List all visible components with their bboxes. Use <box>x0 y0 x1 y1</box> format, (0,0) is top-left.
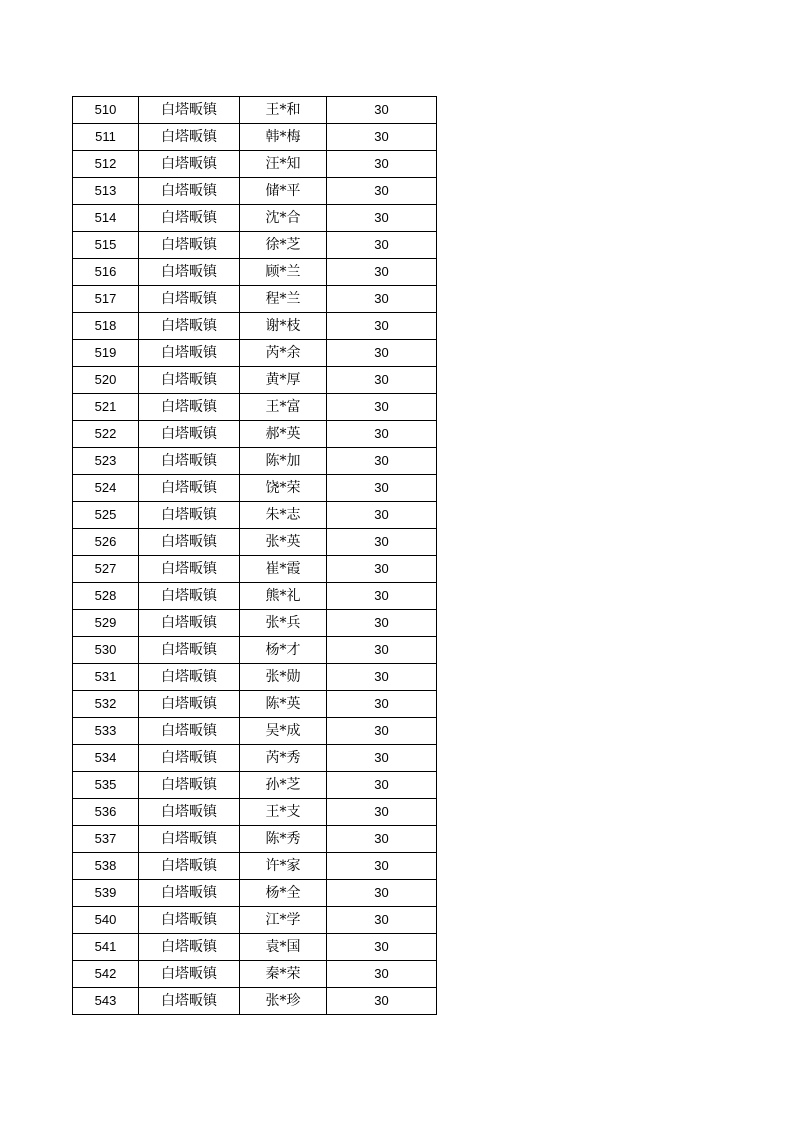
town-cell: 白塔畈镇 <box>139 637 240 664</box>
town-cell: 白塔畈镇 <box>139 502 240 529</box>
row-number-cell: 514 <box>73 205 139 232</box>
table-row <box>73 988 437 1015</box>
amount-cell: 30 <box>327 799 437 826</box>
name-cell: 杨*全 <box>240 880 327 907</box>
town-cell: 白塔畈镇 <box>139 259 240 286</box>
row-number-cell: 529 <box>73 610 139 637</box>
row-number-cell: 527 <box>73 556 139 583</box>
name-cell: 谢*枝 <box>240 313 327 340</box>
amount-cell: 30 <box>327 232 437 259</box>
town-cell: 白塔畈镇 <box>139 286 240 313</box>
name-cell: 陈*加 <box>240 448 327 475</box>
name-cell: 顾*兰 <box>240 259 327 286</box>
table-row <box>73 178 437 205</box>
row-number-cell: 516 <box>73 259 139 286</box>
row-number-cell: 537 <box>73 826 139 853</box>
amount-cell: 30 <box>327 475 437 502</box>
table-row <box>73 799 437 826</box>
row-number-cell: 517 <box>73 286 139 313</box>
amount-cell: 30 <box>327 691 437 718</box>
roster-body <box>73 97 437 1015</box>
amount-cell: 30 <box>327 664 437 691</box>
amount-cell: 30 <box>327 124 437 151</box>
table-row <box>73 934 437 961</box>
row-number-cell: 538 <box>73 853 139 880</box>
row-number-cell: 533 <box>73 718 139 745</box>
row-number-cell: 539 <box>73 880 139 907</box>
amount-cell: 30 <box>327 502 437 529</box>
row-number-cell: 534 <box>73 745 139 772</box>
amount-cell: 30 <box>327 556 437 583</box>
town-cell: 白塔畈镇 <box>139 583 240 610</box>
row-number-cell: 515 <box>73 232 139 259</box>
name-cell: 崔*霞 <box>240 556 327 583</box>
name-cell: 张*珍 <box>240 988 327 1015</box>
name-cell: 吴*成 <box>240 718 327 745</box>
table-row <box>73 556 437 583</box>
town-cell: 白塔畈镇 <box>139 421 240 448</box>
name-cell: 朱*志 <box>240 502 327 529</box>
name-cell: 郝*英 <box>240 421 327 448</box>
row-number-cell: 523 <box>73 448 139 475</box>
town-cell: 白塔畈镇 <box>139 367 240 394</box>
row-number-cell: 530 <box>73 637 139 664</box>
table-row <box>73 340 437 367</box>
amount-cell: 30 <box>327 745 437 772</box>
town-cell: 白塔畈镇 <box>139 448 240 475</box>
name-cell: 孙*芝 <box>240 772 327 799</box>
table-row <box>73 664 437 691</box>
town-cell: 白塔畈镇 <box>139 313 240 340</box>
amount-cell: 30 <box>327 772 437 799</box>
table-row <box>73 502 437 529</box>
town-cell: 白塔畈镇 <box>139 178 240 205</box>
table-row <box>73 610 437 637</box>
name-cell: 王*富 <box>240 394 327 421</box>
table-row <box>73 961 437 988</box>
town-cell: 白塔畈镇 <box>139 907 240 934</box>
name-cell: 秦*荣 <box>240 961 327 988</box>
name-cell: 袁*国 <box>240 934 327 961</box>
table-row <box>73 97 437 124</box>
name-cell: 程*兰 <box>240 286 327 313</box>
town-cell: 白塔畈镇 <box>139 529 240 556</box>
name-cell: 许*家 <box>240 853 327 880</box>
amount-cell: 30 <box>327 853 437 880</box>
town-cell: 白塔畈镇 <box>139 340 240 367</box>
row-number-cell: 511 <box>73 124 139 151</box>
table-row <box>73 313 437 340</box>
amount-cell: 30 <box>327 934 437 961</box>
amount-cell: 30 <box>327 583 437 610</box>
amount-cell: 30 <box>327 340 437 367</box>
row-number-cell: 541 <box>73 934 139 961</box>
town-cell: 白塔畈镇 <box>139 826 240 853</box>
amount-cell: 30 <box>327 610 437 637</box>
name-cell: 汪*知 <box>240 151 327 178</box>
name-cell: 芮*余 <box>240 340 327 367</box>
town-cell: 白塔畈镇 <box>139 772 240 799</box>
table-row <box>73 205 437 232</box>
row-number-cell: 519 <box>73 340 139 367</box>
row-number-cell: 525 <box>73 502 139 529</box>
name-cell: 芮*秀 <box>240 745 327 772</box>
town-cell: 白塔畈镇 <box>139 745 240 772</box>
row-number-cell: 543 <box>73 988 139 1015</box>
table-row <box>73 367 437 394</box>
town-cell: 白塔畈镇 <box>139 664 240 691</box>
amount-cell: 30 <box>327 988 437 1015</box>
row-number-cell: 536 <box>73 799 139 826</box>
name-cell: 沈*合 <box>240 205 327 232</box>
amount-cell: 30 <box>327 259 437 286</box>
town-cell: 白塔畈镇 <box>139 988 240 1015</box>
table-row <box>73 826 437 853</box>
amount-cell: 30 <box>327 151 437 178</box>
table-row <box>73 475 437 502</box>
town-cell: 白塔畈镇 <box>139 718 240 745</box>
amount-cell: 30 <box>327 907 437 934</box>
name-cell: 王*和 <box>240 97 327 124</box>
table-row <box>73 880 437 907</box>
town-cell: 白塔畈镇 <box>139 205 240 232</box>
name-cell: 饶*荣 <box>240 475 327 502</box>
town-cell: 白塔畈镇 <box>139 610 240 637</box>
town-cell: 白塔畈镇 <box>139 232 240 259</box>
row-number-cell: 510 <box>73 97 139 124</box>
town-cell: 白塔畈镇 <box>139 151 240 178</box>
amount-cell: 30 <box>327 367 437 394</box>
name-cell: 熊*礼 <box>240 583 327 610</box>
table-row <box>73 529 437 556</box>
amount-cell: 30 <box>327 448 437 475</box>
row-number-cell: 524 <box>73 475 139 502</box>
amount-cell: 30 <box>327 880 437 907</box>
amount-cell: 30 <box>327 394 437 421</box>
row-number-cell: 522 <box>73 421 139 448</box>
table-row <box>73 718 437 745</box>
amount-cell: 30 <box>327 178 437 205</box>
town-cell: 白塔畈镇 <box>139 961 240 988</box>
town-cell: 白塔畈镇 <box>139 853 240 880</box>
table-row <box>73 745 437 772</box>
table-row <box>73 151 437 178</box>
amount-cell: 30 <box>327 529 437 556</box>
table-row <box>73 124 437 151</box>
name-cell: 张*勋 <box>240 664 327 691</box>
name-cell: 黄*厚 <box>240 367 327 394</box>
name-cell: 陈*秀 <box>240 826 327 853</box>
table-row <box>73 691 437 718</box>
town-cell: 白塔畈镇 <box>139 691 240 718</box>
town-cell: 白塔畈镇 <box>139 880 240 907</box>
name-cell: 王*支 <box>240 799 327 826</box>
town-cell: 白塔畈镇 <box>139 934 240 961</box>
amount-cell: 30 <box>327 826 437 853</box>
amount-cell: 30 <box>327 718 437 745</box>
amount-cell: 30 <box>327 97 437 124</box>
name-cell: 杨*才 <box>240 637 327 664</box>
town-cell: 白塔畈镇 <box>139 394 240 421</box>
name-cell: 江*学 <box>240 907 327 934</box>
row-number-cell: 540 <box>73 907 139 934</box>
name-cell: 陈*英 <box>240 691 327 718</box>
amount-cell: 30 <box>327 421 437 448</box>
table-row <box>73 637 437 664</box>
name-cell: 徐*芝 <box>240 232 327 259</box>
table-row <box>73 448 437 475</box>
amount-cell: 30 <box>327 313 437 340</box>
table-row <box>73 583 437 610</box>
row-number-cell: 542 <box>73 961 139 988</box>
table-row <box>73 421 437 448</box>
town-cell: 白塔畈镇 <box>139 799 240 826</box>
table-row <box>73 286 437 313</box>
amount-cell: 30 <box>327 637 437 664</box>
amount-cell: 30 <box>327 961 437 988</box>
name-cell: 韩*梅 <box>240 124 327 151</box>
table-row <box>73 259 437 286</box>
amount-cell: 30 <box>327 205 437 232</box>
row-number-cell: 520 <box>73 367 139 394</box>
row-number-cell: 535 <box>73 772 139 799</box>
table-row <box>73 394 437 421</box>
table-row <box>73 853 437 880</box>
town-cell: 白塔畈镇 <box>139 97 240 124</box>
row-number-cell: 528 <box>73 583 139 610</box>
name-cell: 张*兵 <box>240 610 327 637</box>
row-number-cell: 518 <box>73 313 139 340</box>
amount-cell: 30 <box>327 286 437 313</box>
row-number-cell: 531 <box>73 664 139 691</box>
row-number-cell: 512 <box>73 151 139 178</box>
row-number-cell: 526 <box>73 529 139 556</box>
table-row <box>73 232 437 259</box>
roster-table <box>72 96 437 1015</box>
row-number-cell: 532 <box>73 691 139 718</box>
name-cell: 储*平 <box>240 178 327 205</box>
table-row <box>73 907 437 934</box>
row-number-cell: 521 <box>73 394 139 421</box>
town-cell: 白塔畈镇 <box>139 556 240 583</box>
table-row <box>73 772 437 799</box>
town-cell: 白塔畈镇 <box>139 475 240 502</box>
name-cell: 张*英 <box>240 529 327 556</box>
town-cell: 白塔畈镇 <box>139 124 240 151</box>
row-number-cell: 513 <box>73 178 139 205</box>
